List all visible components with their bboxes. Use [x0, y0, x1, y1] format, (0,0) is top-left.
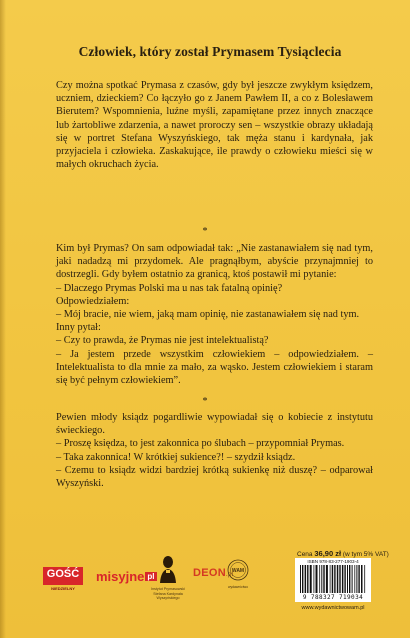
quote-line: – Ja jestem przede wszystkim człowiekiem – odpowiedziałem. – Intelektualista to dla mnie za mało, za wąsko. Jestem człowiekiem i staram się być pełnym człowiekiem”. [56, 348, 373, 387]
publisher-website: www.wydawnictwowam.pl [301, 605, 365, 611]
barcode-bar [349, 565, 350, 593]
anecdote-section [56, 411, 373, 490]
quote-line: – Dlaczego Prymas Polski ma u nas tak fatalną opinię? [56, 282, 283, 294]
wam-logo-subtitle: wydawnictwo [228, 585, 248, 589]
barcode-bar [326, 565, 328, 593]
misyjne-logo [96, 569, 157, 584]
anecdote-line: Pewien młody ksiądz pogardliwie wypowiadał się o kobiecie z instytutu świeckiego. [56, 412, 373, 437]
price-caption: Cena [297, 551, 313, 558]
barcode-bar [352, 565, 353, 593]
anecdote-line: – Proszę księdza, to jest zakonnica po ślubach – przypomniał Prymas. [56, 438, 345, 450]
misyjne-logo-text: misyjne [96, 569, 145, 584]
separator-asterisk: * [202, 396, 208, 407]
intro-paragraph [56, 79, 373, 171]
barcode-bar [330, 565, 331, 593]
barcode-bar [321, 565, 322, 593]
intro-text: Czy można spotkać Prymasa z czasów, gdy był jeszcze zwykłym księdzem, uczniem, dzieckiem? Co łączyło go z Janem Pawłem II, a co z Bolesławem Bierutem? Wspomnienia, luźne myśli, zapamiętane przez innych znaczące lub żartobliwe zdarzenia, a nawet proroczy sen – wszystkie obrazy układają się w portret Stefana Wyszyńskiego, tak męża stanu i kardynała, jak przyjaciela i człowieka. Zaskakujące, ile prawdy o człowieku mieści się w małych okruchach życia. [56, 80, 373, 171]
barcode-bar [364, 565, 365, 593]
isbn-text: ISBN 978-83-277-1903-4 [307, 559, 359, 564]
barcode-bar [347, 565, 348, 593]
ean-digits: 9 788327 719034 [302, 594, 364, 601]
price-vat: (w tym 5% VAT) [342, 551, 389, 558]
spine-shadow [0, 0, 6, 638]
barcode-bar [319, 565, 320, 593]
barcode-bar [356, 565, 357, 593]
barcode-bar [344, 565, 345, 593]
gosc-logo-text: GOŚĆ [46, 568, 80, 580]
barcode-bar [300, 565, 301, 593]
barcode-bar [342, 565, 344, 593]
deon-logo-text: DEON [193, 567, 226, 579]
quote-line: Inny pytał: [56, 322, 101, 334]
institute-logo-text: Instytut Prymasowski Stefana Kardynała Wyszyńskiego [151, 587, 185, 601]
barcode-bar [332, 565, 334, 593]
misyjne-logo-box: pl [147, 572, 155, 581]
barcode-bar [310, 565, 312, 593]
barcode [295, 558, 371, 602]
primate-portrait-icon [158, 555, 178, 583]
barcode-bar [339, 565, 340, 593]
barcode-bar [337, 565, 339, 593]
back-cover-title: Człowiek, który został Prymasem Tysiąclecia [78, 44, 342, 59]
quote-section-primate [56, 242, 373, 387]
barcode-bar [314, 565, 315, 593]
wam-seal-text: WAM [231, 568, 245, 574]
barcode-bar [358, 565, 359, 593]
barcode-bar [361, 565, 363, 593]
barcode-bars [299, 565, 367, 593]
separator-asterisk: * [202, 226, 208, 237]
wam-seal-icon [227, 559, 249, 581]
anecdote-line: – Taka zakonnica! W krótkiej sukience?! – szydził ksiądz. [56, 451, 296, 463]
gosc-niedzielny-logo [43, 567, 83, 591]
barcode-bar [354, 565, 355, 593]
barcode-bar [316, 565, 318, 593]
barcode-bar [302, 565, 303, 593]
price-label [297, 549, 389, 558]
gosc-logo-subtitle: NIEDZIELNY [51, 586, 75, 591]
price-value: 36,90 zł [314, 549, 342, 558]
quote-line: Kim był Prymas? On sam odpowiadał tak: „Nie zastanawiałem się nad tym, jaki nadadzą mi przydomek. Ale pragnąłbym, abyście przynajmniej to dostrzegli. Gdy byłem ostatnio za granicą, ktoś postawił mi pytanie: [56, 243, 373, 281]
barcode-bar [334, 565, 335, 593]
anecdote-line: – Czemu to ksiądz widzi bardziej krótką sukienkę niż duszę? – odparował Wyszyński. [56, 464, 373, 490]
barcode-bar [307, 565, 308, 593]
barcode-bar [323, 565, 324, 593]
quote-line: Odpowiedziałem: [56, 295, 130, 307]
quote-line: – Czy to prawda, że Prymas nie jest intelektualistą? [56, 335, 269, 347]
quote-line: – Mój bracie, nie wiem, jaką mam opinię, nie zastanawiałem się nad tym. [56, 309, 360, 321]
barcode-bar [305, 565, 307, 593]
deon-logo-suffix: .pl [225, 572, 234, 578]
